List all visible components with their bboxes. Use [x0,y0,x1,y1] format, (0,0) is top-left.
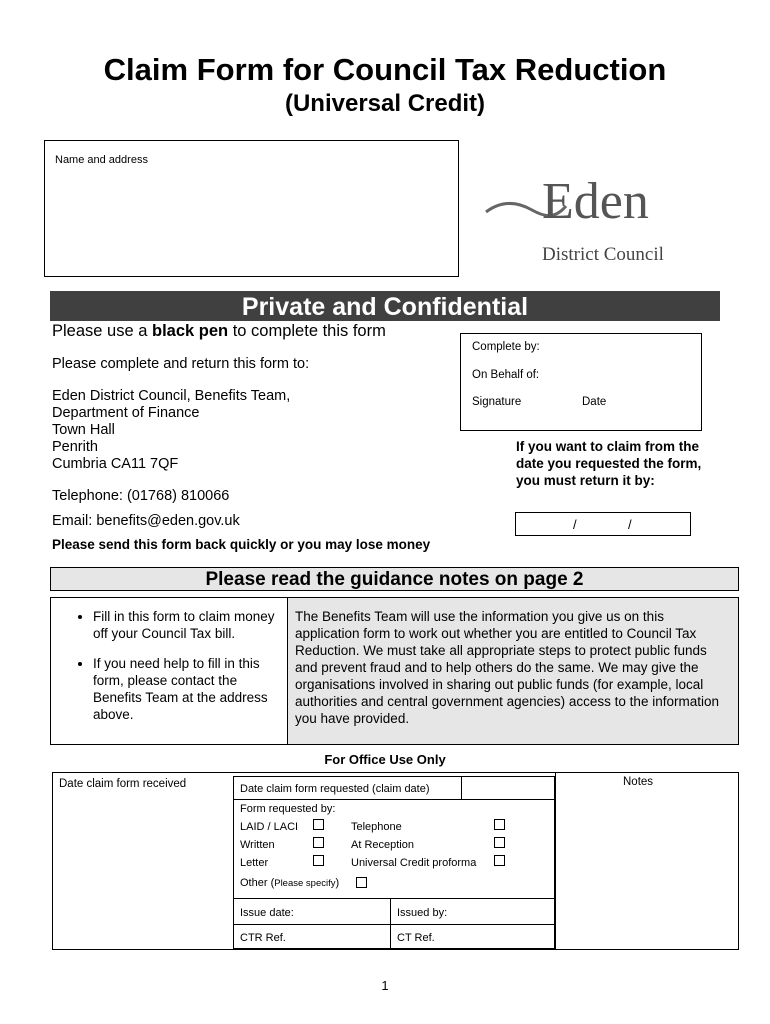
telephone-text: Telephone: (01768) 810066 [52,488,230,504]
email-text: Email: benefits@eden.gov.uk [52,513,240,529]
logo-council: District Council [542,244,664,265]
address-line: Department of Finance [52,405,200,421]
pen-prefix: Please use a [52,322,152,340]
issued-by-cell[interactable] [390,898,555,925]
ct-ref-cell[interactable] [390,924,555,949]
signature-label: Signature [472,396,522,408]
office-use-heading: For Office Use Only [324,752,446,767]
checkbox-written[interactable] [313,837,324,848]
date-requested-cell [233,776,462,800]
checkbox-uc-proforma[interactable] [494,855,505,866]
checkbox-reception[interactable] [494,837,505,848]
guidance-box [50,597,739,745]
guidance-bullets [51,598,288,744]
guidance-heading: Please read the guidance notes on page 2 [50,567,739,591]
ctr-ref-label: CTR Ref. [240,932,286,944]
date-received-label: Date claim form received [59,778,187,790]
form-title: Claim Form for Council Tax Reduction [103,52,667,87]
address-line: Cumbria CA11 7QF [52,456,179,472]
date-requested-label: Date claim form requested (claim date) [240,783,430,795]
complete-by-label: Complete by: [472,341,540,353]
pen-suffix: to complete this form [228,322,386,340]
pen-instruction [52,322,386,341]
on-behalf-label: On Behalf of: [472,369,540,381]
form-subtitle: (Universal Credit) [284,90,486,117]
address-line: Penrith [52,439,98,455]
guidance-bullet: • Fill in this form to claim money off your Council Tax bill. [93,608,279,642]
other-close: ) [335,877,340,889]
checkbox-letter[interactable] [313,855,324,866]
option-laid: LAID / LACI [240,821,299,833]
other-label: Other ( [240,877,275,889]
address-line: Town Hall [52,422,115,438]
notes-label: Notes [623,776,654,788]
option-written: Written [240,839,275,851]
pen-bold: black pen [151,322,229,340]
return-date-field[interactable] [515,512,691,536]
address-block [52,388,290,473]
option-telephone: Telephone [351,821,402,833]
name-address-box[interactable] [44,140,459,277]
return-to-text: Please complete and return this form to: [52,356,310,372]
eden-logo [484,173,714,270]
guidance-info: The Benefits Team will use the information you give us on this application form to work out whether you are entitled to Council Tax Reduction. We must take all appropriate steps to protect public funds and prevent fraud and to help others do the same. We may give the organisations involved in sharing out public funds (for example, local authorities and central government agencies) access to the information you have provided. [288,598,738,744]
form-requested-label: Form requested by: [240,803,336,815]
ct-ref-label: CT Ref. [397,932,435,944]
issue-date-label: Issue date: [240,907,294,919]
checkbox-telephone[interactable] [494,819,505,830]
date-label: Date [582,396,607,408]
option-letter: Letter [240,857,269,869]
issue-date-cell[interactable] [233,898,391,925]
guidance-bullet: • If you need help to fill in this form, please contact the Benefits Team at the address above. [93,655,279,723]
option-other [240,877,339,889]
complete-by-box[interactable] [460,333,702,431]
checkbox-laid[interactable] [313,819,324,830]
form-requested-cell [233,799,555,899]
ctr-ref-cell[interactable] [233,924,391,949]
name-address-label: Name and address [55,154,148,166]
claim-date-note: If you want to claim from the date you requested the form, you must return it by: [516,439,702,488]
logo-word: Eden [542,173,649,230]
divider [555,773,556,949]
date-separator: / [628,517,632,532]
address-line: Eden District Council, Benefits Team, [52,388,291,404]
other-specify: Please specify [274,878,336,889]
page-number: 1 [381,978,389,993]
option-reception: At Reception [351,839,414,851]
checkbox-other[interactable] [356,877,367,888]
office-use-table [52,772,739,950]
confidential-banner: Private and Confidential [50,291,720,321]
option-uc-proforma: Universal Credit proforma [351,857,477,869]
warning-text: Please send this form back quickly or you may lose money [52,537,431,552]
issued-by-label: Issued by: [397,907,448,919]
date-requested-value[interactable] [461,776,555,800]
date-separator: / [573,517,577,532]
